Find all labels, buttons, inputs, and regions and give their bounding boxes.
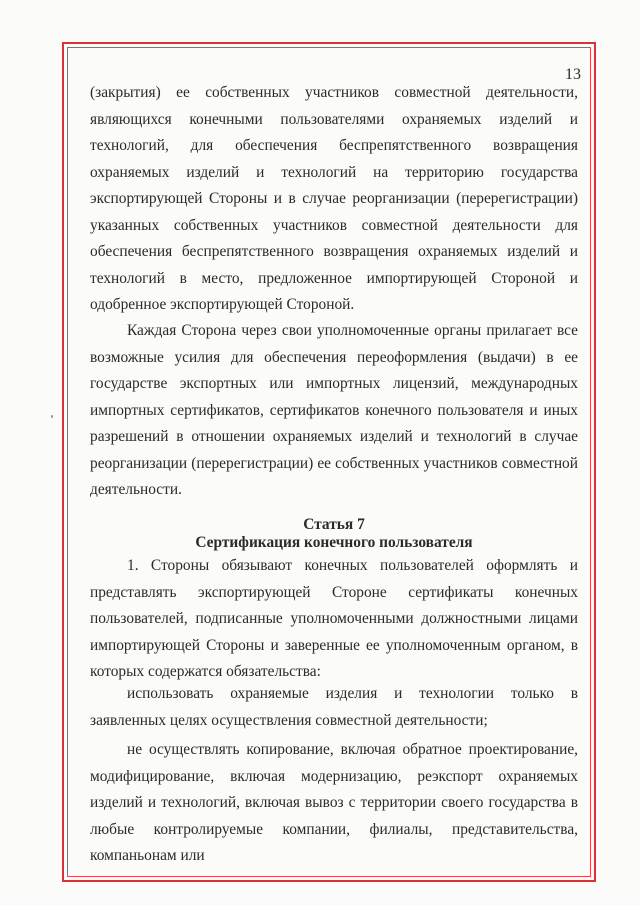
scan-speck (51, 415, 53, 418)
paragraph-obligation-no-copying: не осуществлять копирование, включая обратное проектирование, модифицирование, включая модернизацию, реэкспорт охраняемых изделий и технологий, включая вывоз с территории своего государства в любые контролируемые компании, филиалы, представительства, компаньонам или (90, 741, 578, 864)
paragraph-end-user-certificates: 1. Стороны обязывают конечных пользователей оформлять и представлять экспортирующей Стороне сертификаты конечных пользователей, подписанные уполномоченными должностными лицами импортирующей Стороны и заверенные ее уполномоченным органом, в которых содержатся обязательства: (90, 557, 578, 680)
article-number: Статья 7 (303, 516, 365, 533)
paragraph-closure-return: (закрытия) ее собственных участников совместной деятельности, являющихся конечными пользователями охраняемых изделий и технологий, для обеспечения беспрепятственного возвращения охраняемых изделий и технологий на территорию государства экспортирующей Стороны и в случае реорганизации (перерегистрации) указанных собственных участников совместной деятельности для обеспечения беспрепятственного возвращения охраняемых изделий и технологий в место, предложенное импортирующей Стороной и одобренное экспортирующей Стороной. (90, 84, 578, 313)
article-title: Сертификация конечного пользователя (195, 534, 473, 551)
paragraph-licenses-reissue: Каждая Сторона через свои уполномоченные органы прилагает все возможные усилия для обеспечения переоформления (выдачи) в ее государстве экспортных или импортных лицензий, международных импортных сертификатов, сертификатов конечного пользователя и иных разрешений в отношении охраняемых изделий и технологий в случае реорганизации (перерегистрации) ее собственных участников совместной деятельности. (90, 322, 578, 498)
paragraph-obligation-use: использовать охраняемые изделия и технологии только в заявленных целях осуществления совместной деятельности; (90, 685, 578, 729)
page-number: 13 (565, 66, 581, 83)
